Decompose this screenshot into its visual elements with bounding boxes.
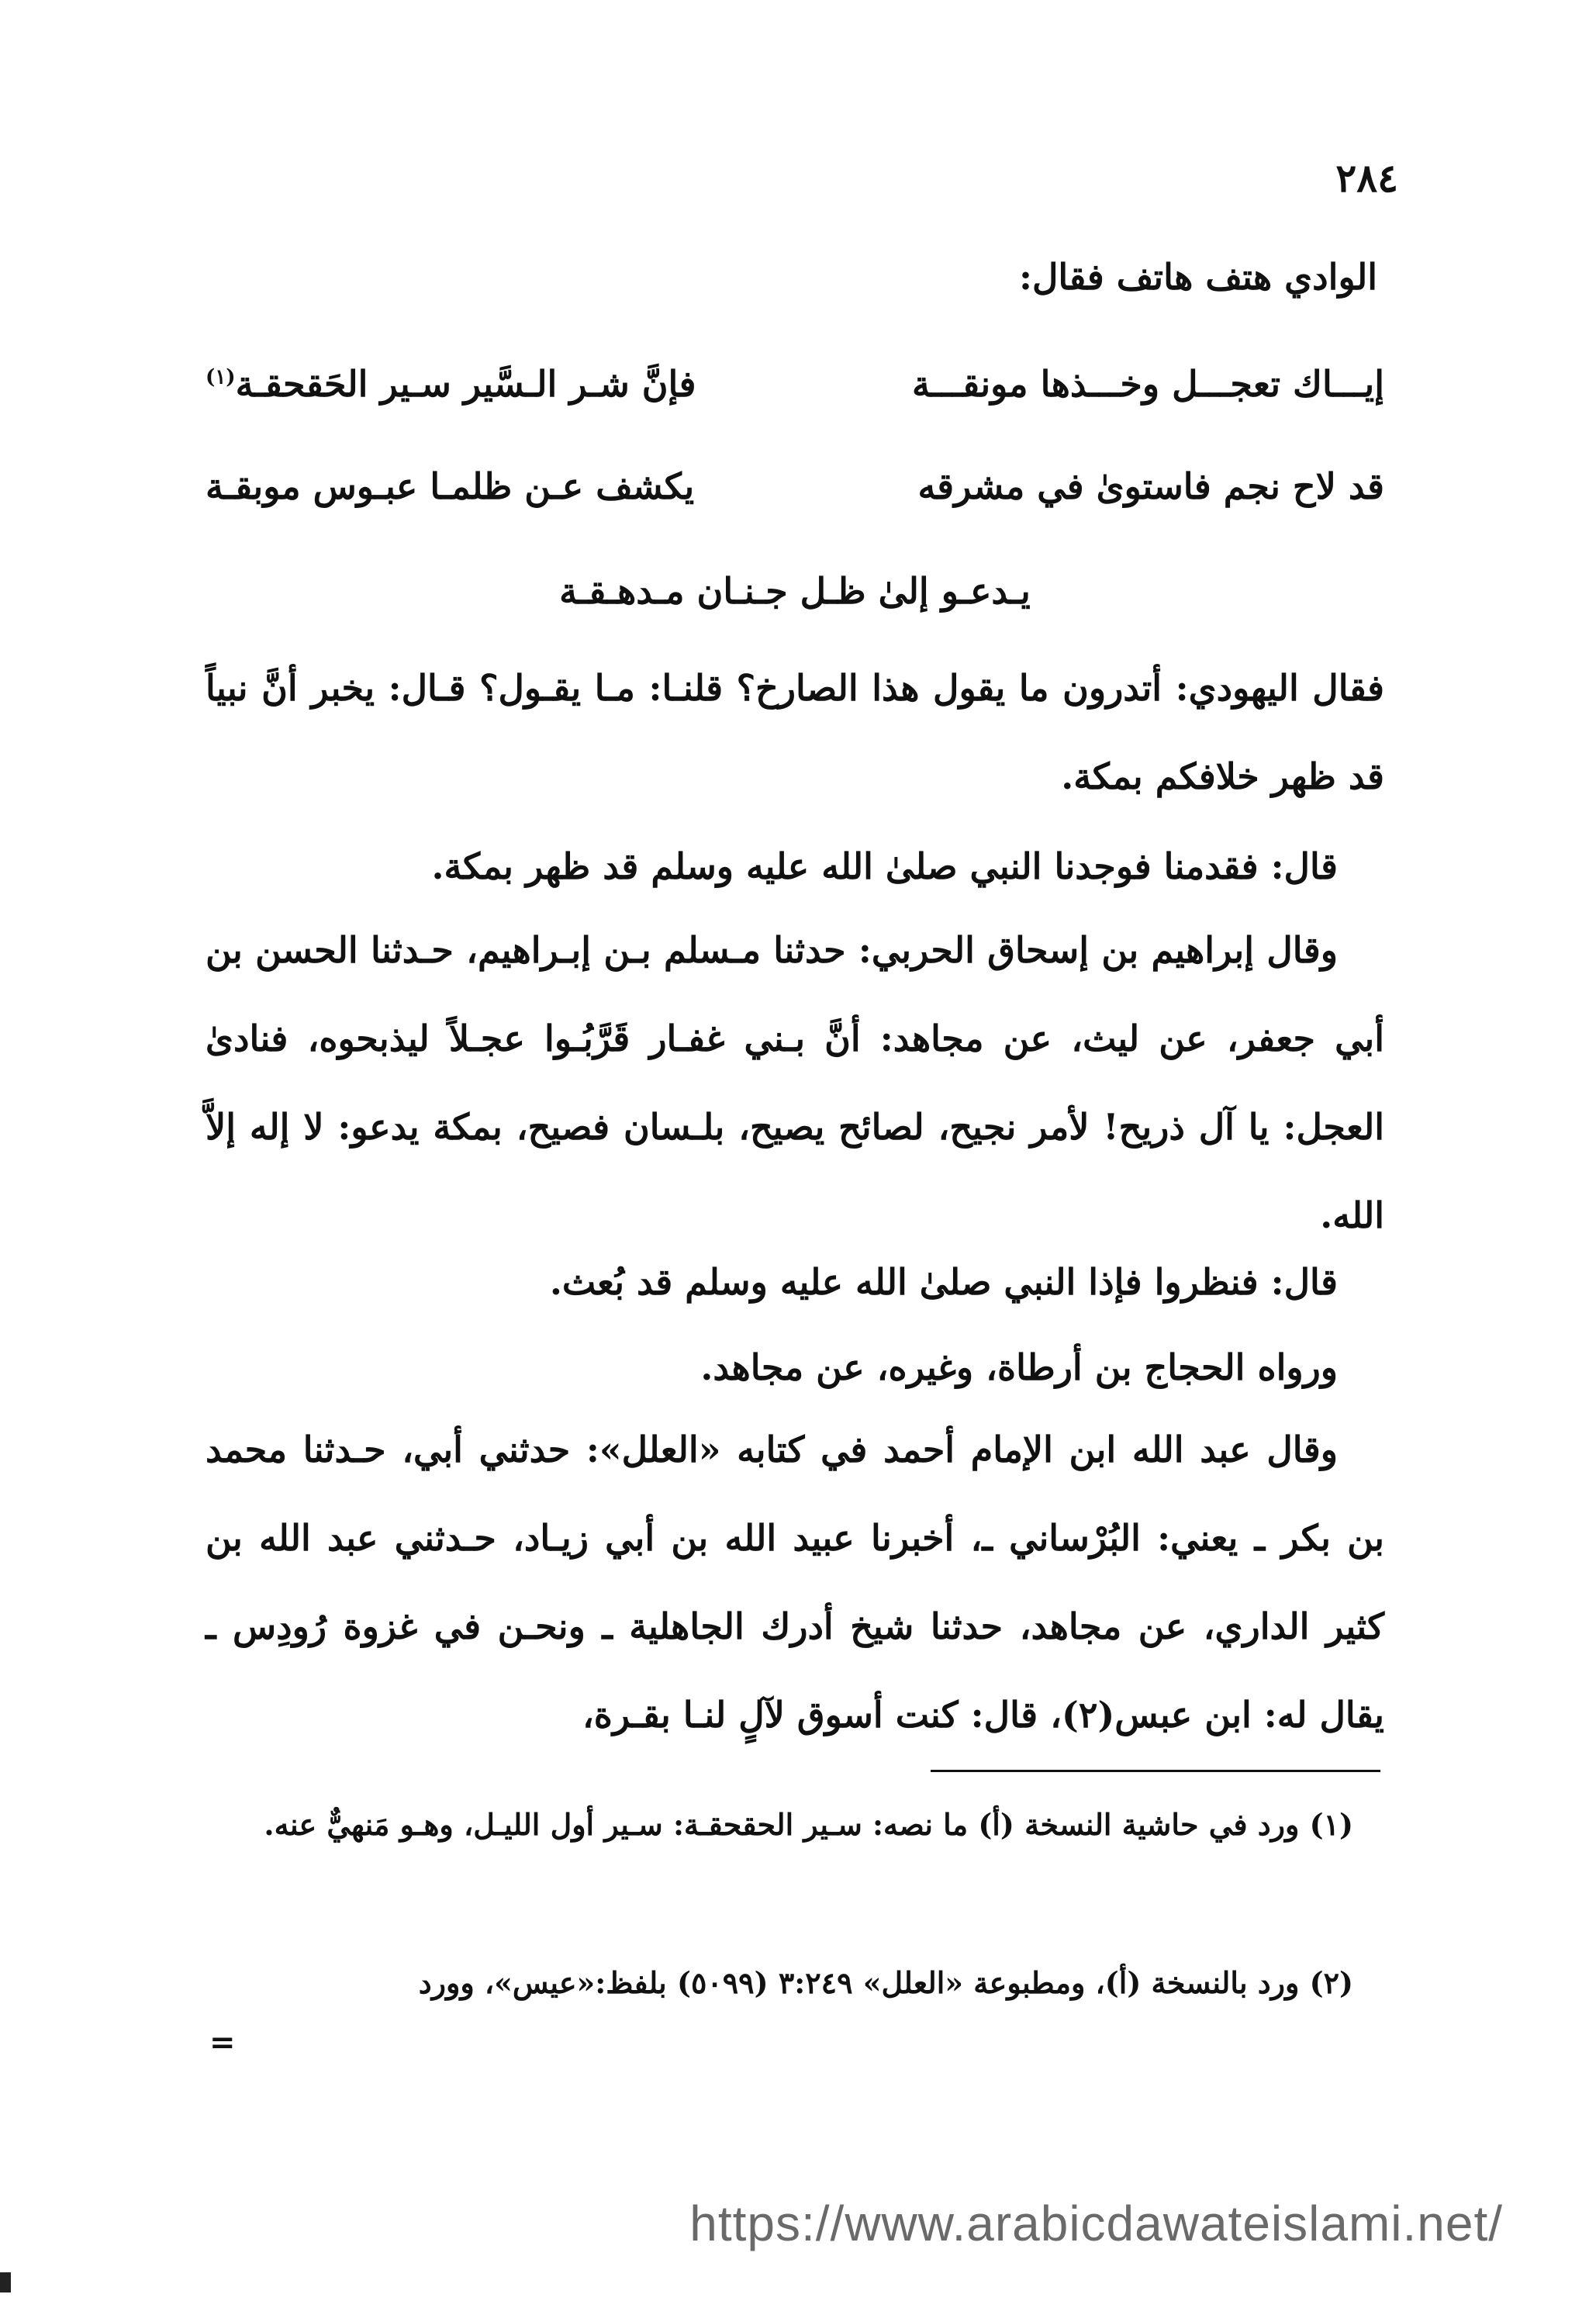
paragraph-jew-speech: فقال اليهودي: أتدرون ما يقول هذا الصارخ؟ قلنـا: مـا يقـول؟ قـال: يخبر أنَّ نبياً قد ظهر خلافكم بمكة. [206,667,1384,797]
verse-1-left-hemistich [206,363,696,405]
footnote-separator [931,1770,1380,1772]
paragraph-arrival-mecca: قال: فقدمنا فوجدنا النبي صلىٰ الله عليه وسلم قد ظهر بمكة. [431,845,1338,887]
paragraph-prophet-sent: قال: فنظروا فإذا النبي صلىٰ الله عليه وسلم قد بُعث. [549,1261,1338,1303]
verse-line-1 [206,363,1384,405]
website-watermark: https://www.arabicdawateislami.net/ [689,2196,1503,2251]
intro-line: الوادي هتف هاتف فقال: [1019,256,1377,298]
verse-1-left-text: فإنَّ شـر الـسَّير سـير الحَقحقـة [235,363,696,405]
verse-2-right-hemistich: قد لاح نجم فاستوىٰ في مشرقه [917,465,1384,507]
verse-final-line: يـدعـو إلىٰ ظـل جـنـان مـدهـقـة [559,570,1031,612]
verse-line-2 [206,465,1384,507]
paragraph-harbi-narration: وقال إبراهيم بن إسحاق الحربي: حدثنا مـسلم بـن إبـراهيم، حـدثنا الحسن بن أبي جعفر، عن ليث، عن مجاهد: أنَّ بـني غفـار قَرَّبُـوا عجـلاً ليذبحوه، فنادىٰ العجل: يا آل ذريح! لأمر نجيح، لصائح يصيح، بلـسان فصيح، بمكة يدعو: لا إله إلاَّ الله. [206,929,1384,1236]
verse-2-left-hemistich: يكشف عـن ظلمـا عبـوس موبقـة [206,465,695,507]
footnote-2: (٢) ورد بالنسخة (أ)، ومطبوعة «العلل» ٣:٢٤٩ (٥٠٩٩) بلفظ:«عيس»، وورد [418,1965,1353,2000]
paragraph-ilal-narration: وقال عبد الله ابن الإمام أحمد في كتابه «العلل»: حدثني أبي، حـدثنا محمد بن بكر ـ يعني: البُرْساني ـ، أخبرنا عبيد الله بن أبي زيـاد، حـدثني عبد الله بن كثير الداري، عن مجاهد، حدثنا شيخ أدرك الجاهلية ـ ونحـن في غزوة رُودِس ـ يقال له: ابن عبس(٢)، قال: كنت أسوق لآلٍ لنـا بقـرة، [206,1429,1384,1736]
paragraph-hajjaj-narration: ورواه الحجاج بن أرطاة، وغيره، عن مجاهد. [700,1346,1338,1388]
page-number: ٢٨٤ [1335,155,1398,201]
footnote-1: (١) ورد في حاشية النسخة (أ) ما نصه: سـير الحقحقـة: سـير أول الليـل، وهـو مَنهيٌّ عنه. [264,1807,1353,1842]
continuation-mark: = [209,2024,236,2061]
verse-1-right-hemistich: إيـــاك تعجـــل وخـــذها مونقـــة [911,363,1384,405]
footnote-ref-1: (١) [206,365,236,389]
scan-edge-mark [0,2272,11,2292]
